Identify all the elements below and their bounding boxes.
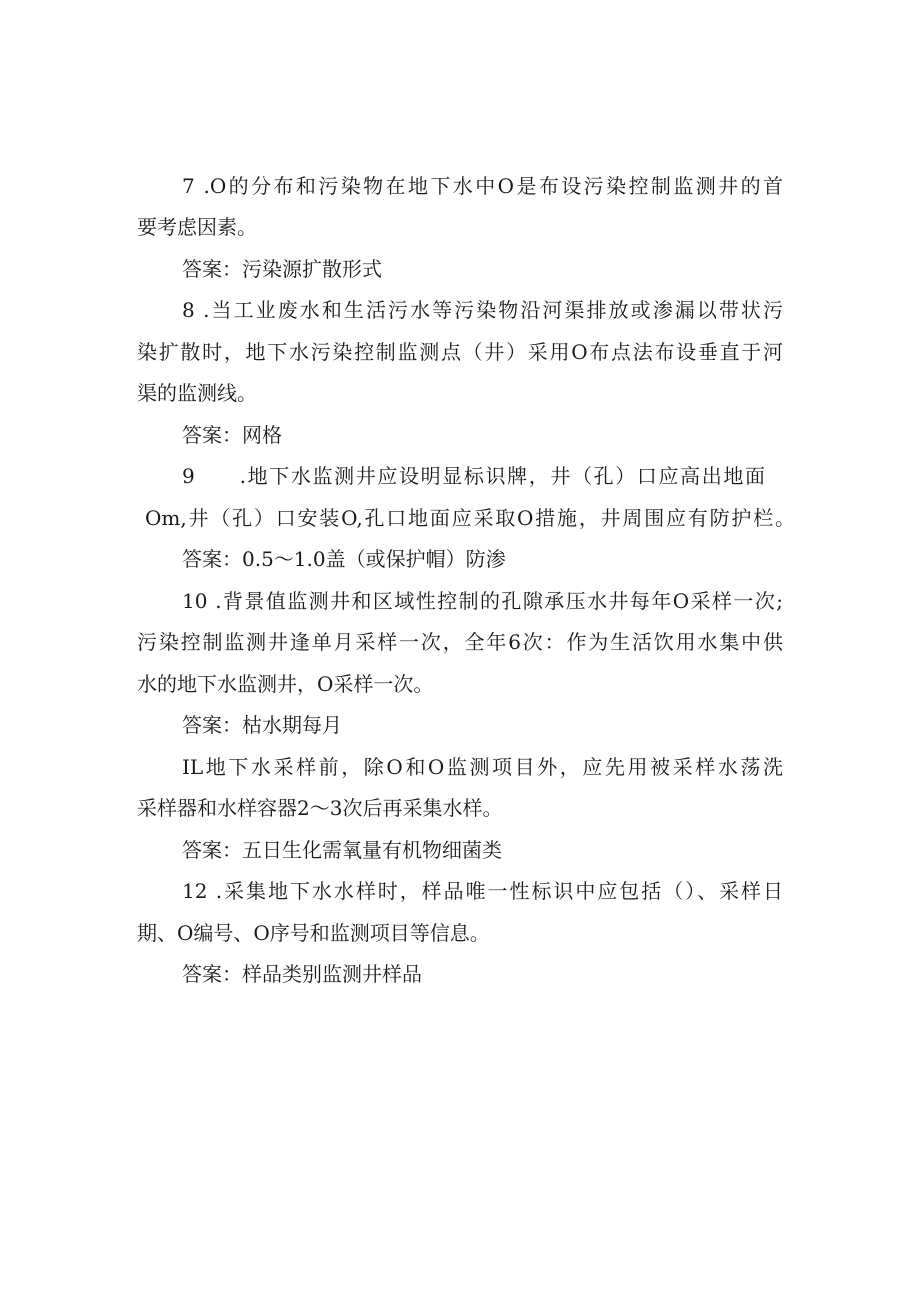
- question-7-line-2: 要考虑因素。: [137, 215, 257, 239]
- question-7-line-1: 7 .O的分布和污染物在地下水中O是布设污染控制监测井的首: [182, 174, 783, 198]
- question-10-line-3: 水的地下水监测井，O采样一次。: [137, 672, 434, 696]
- answer-12: 答案：样品类别监测井样品: [182, 962, 422, 986]
- question-10-line-1: 10 .背景值监测井和区域性控制的孔隙承压水井每年O采样一次;: [182, 589, 783, 613]
- question-9-line-1: 9 .地下水监测井应设明显标识牌，井（孔）口应高出地面: [182, 464, 765, 488]
- answer-11: 答案：五日生化需氧量有机物细菌类: [182, 838, 502, 862]
- answer-8: 答案：网格: [182, 423, 282, 447]
- answer-7: 答案：污染源扩散形式: [182, 257, 382, 281]
- question-8-line-1: 8 .当工业废水和生活污水等污染物沿河渠排放或渗漏以带状污: [182, 298, 783, 322]
- question-12-line-1: 12 .采集地下水水样时，样品唯一性标识中应包括（）、采样日: [182, 879, 783, 903]
- answer-10: 答案：枯水期每月: [182, 713, 342, 737]
- question-11-line-2: 采样器和水样容器2～3次后再采集水样。: [137, 796, 503, 820]
- question-12-line-2: 期、O编号、O序号和监测项目等信息。: [137, 921, 490, 945]
- question-9-line-2: Om,井（孔）口安装O,孔口地面应采取O措施，井周围应有防护栏。: [145, 506, 795, 530]
- question-8-line-3: 渠的监测线。: [137, 381, 257, 405]
- question-8-line-2: 染扩散时，地下水污染控制监测点（井）采用O布点法布设垂直于河: [137, 340, 783, 364]
- question-11-line-1: IL地下水采样前，除O和O监测项目外，应先用被采样水荡洗: [182, 755, 783, 779]
- answer-9: 答案：0.5～1.0盖（或保护帽）防渗: [182, 547, 506, 571]
- question-10-line-2: 污染控制监测井逢单月采样一次，全年6次：作为生活饮用水集中供: [137, 630, 783, 654]
